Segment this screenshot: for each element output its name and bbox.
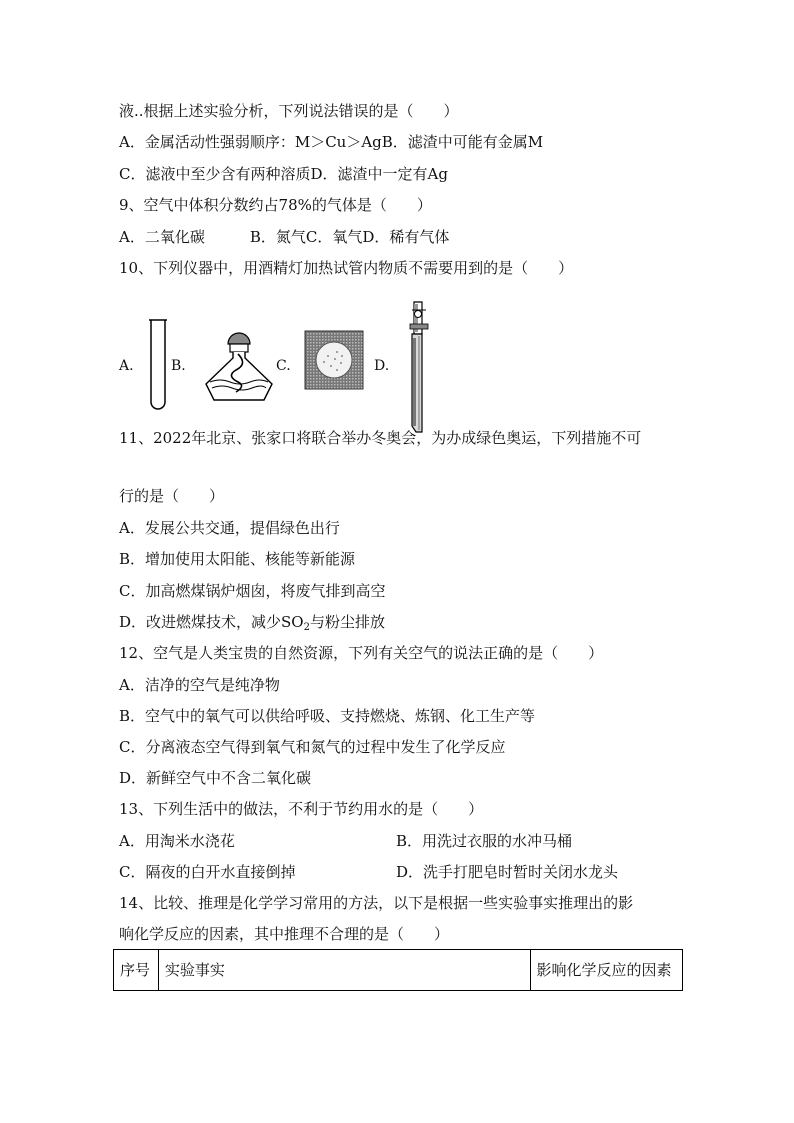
question-14: 14、比较、推理是化学学习常用的方法，以下是根据一些实验事实推理出的影 <box>119 894 634 912</box>
option-text: D．洗手打肥皂时暂时关闭水龙头 <box>396 863 619 881</box>
question-13: 13、下列生活中的做法，不利于节约用水的是（ ） <box>119 800 484 818</box>
option-line <box>119 831 573 851</box>
apparatus-figure <box>112 300 572 440</box>
table-header-cell: 影响化学反应的因素 <box>530 950 683 991</box>
option-line: B．空气中的氧气可以供给呼吸、支持燃烧、炼钢、化工生产等 <box>119 707 536 725</box>
option-text: D．改进燃煤技术，减少SO <box>119 613 304 631</box>
option-d-label: D. <box>374 358 390 374</box>
question-10: 10、下列仪器中，用酒精灯加热试管内物质不需要用到的是（ ） <box>119 259 574 277</box>
option-text: A．用淘米水浇花 <box>119 832 235 850</box>
option-line: C．加高燃煤锅炉烟囱，将废气排到高空 <box>119 582 386 600</box>
table-header-cell: 序号 <box>114 950 159 991</box>
option-line <box>119 862 619 882</box>
option-line: B．增加使用太阳能、核能等新能源 <box>119 550 356 568</box>
question-9: 9、空气中体积分数约占78%的气体是（ ） <box>119 196 432 214</box>
option-line: A．洁净的空气是纯净物 <box>119 676 280 694</box>
option-text: B．用洗过衣服的水冲马桶 <box>396 832 573 850</box>
inference-table <box>113 949 683 991</box>
option-b-label: B. <box>171 358 186 374</box>
option-text: 与粉尘排放 <box>309 613 385 631</box>
option-line: C．分离液态空气得到氧气和氮气的过程中发生了化学反应 <box>119 738 506 756</box>
subscript: 2 <box>303 622 310 633</box>
table-header-cell: 实验事实 <box>158 950 530 991</box>
asbestos-gauze-icon <box>304 330 364 390</box>
option-text: C．隔夜的白开水直接倒掉 <box>119 863 296 881</box>
question-9-options: A．二氧化碳 B．氮气C．氧气D．稀有气体 <box>119 228 450 246</box>
option-c-label: C. <box>276 358 291 374</box>
option-line: D．新鲜空气中不含二氧化碳 <box>119 769 312 787</box>
alcohol-lamp-icon <box>200 324 278 404</box>
option-line: A．金属活动性强弱顺序：M＞Cu＞AgB．滤渣中可能有金属M <box>119 133 544 151</box>
option-line: C．滤液中至少含有两种溶质D．滤渣中一定有Ag <box>119 165 448 183</box>
test-tube-icon <box>147 318 169 412</box>
option-line: A．发展公共交通，提倡绿色出行 <box>119 519 340 537</box>
option-line <box>119 612 385 638</box>
question-14-cont: 响化学反应的因素，其中推理不合理的是（ ） <box>119 925 450 943</box>
question-11: 11、2022年北京、张家口将联合举办冬奥会，为办成绿色奥运，下列措施不可 <box>119 429 642 447</box>
question-12: 12、空气是人类宝贵的自然资源，下列有关空气的说法正确的是（ ） <box>119 644 604 662</box>
option-a-label: A. <box>119 358 134 374</box>
table-header-row <box>114 950 683 991</box>
text-line: 液..根据上述实验分析，下列说法错误的是（ ） <box>119 102 459 120</box>
test-tube-clamp-icon <box>394 298 434 438</box>
question-11-cont: 行的是（ ） <box>119 487 225 505</box>
